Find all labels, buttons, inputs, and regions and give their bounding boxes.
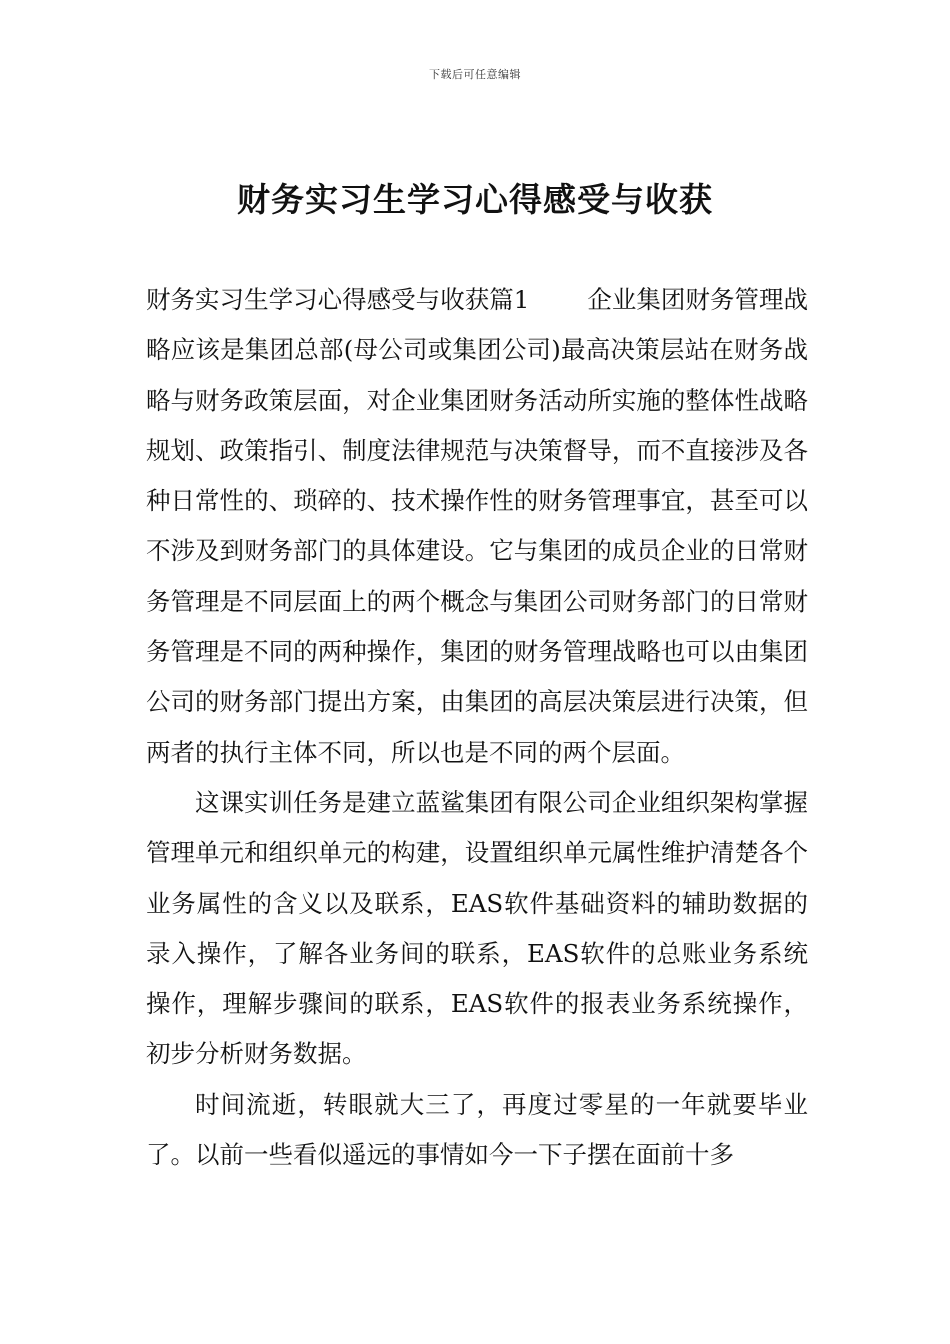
paragraph-3: 时间流逝，转眼就大三了，再度过零星的一年就要毕业了。以前一些看似遥远的事情如今一下子摆在面前十多 [146, 1089, 808, 1170]
paragraph-1-lead: 财务实习生学习心得感受与收获篇1 [146, 285, 530, 314]
paragraph-1-text: 企业集团财务管理战略应该是集团总部(母公司或集团公司)最高决策层站在财务战略与财务政策层面，对企业集团财务活动所实施的整体性战略规划、政策指引、制度法律规范与决策督导，而不直接涉及各种日常性的、琐碎的、技术操作性的财务管理事宜，甚至可以不涉及到财务部门的具体建设。它与集团的成员企业的日常财务管理是不同层面上的两个概念与集团公司财务部门的日常财务管理是不同的两种操作，集团的财务管理战略也可以由集团公司的财务部门提出方案，由集团的高层决策层进行决策，但两者的执行主体不同，所以也是不同的两个层面。 [146, 285, 808, 767]
header-note: 下载后可任意编辑 [429, 68, 521, 81]
paragraph-2: 这课实训任务是建立蓝鲨集团有限公司企业组织架构掌握管理单元和组织单元的构建，设置组织单元属性维护清楚各个业务属性的含义以及联系，EAS软件基础资料的辅助数据的录入操作，了解各业务间的联系，EAS软件的总账业务系统操作，理解步骤间的联系，EAS软件的报表业务系统操作，初步分析财务数据。 [146, 787, 808, 1069]
document-body [146, 275, 808, 1180]
paragraph-1 [146, 275, 808, 778]
document-title: 财务实习生学习心得感受与收获 [237, 180, 713, 219]
